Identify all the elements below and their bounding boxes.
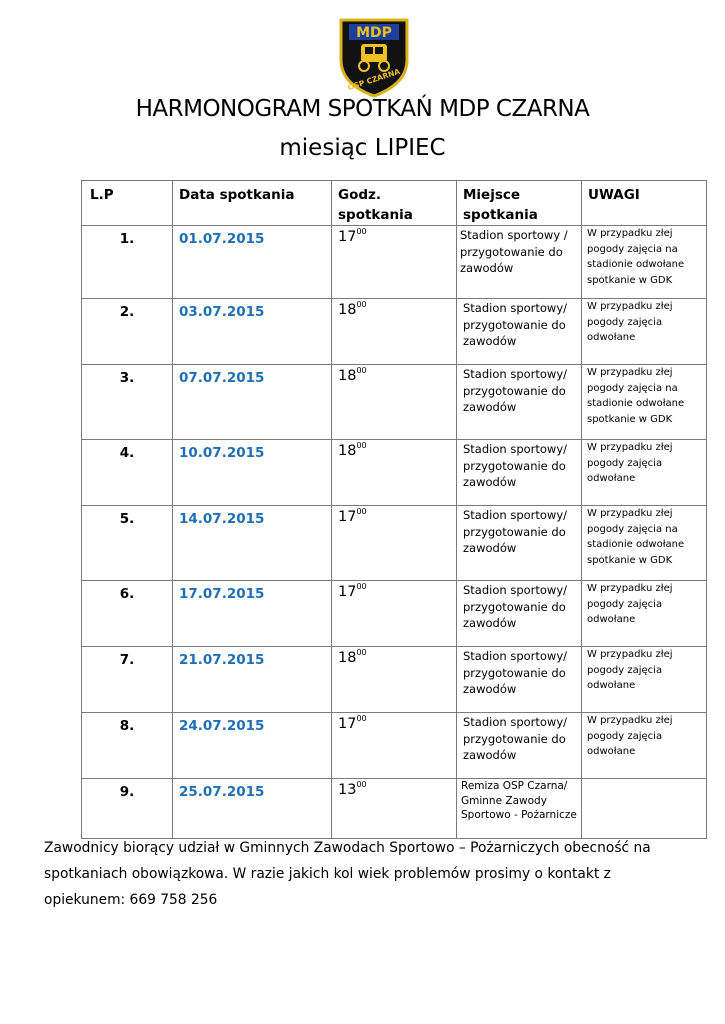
table-row [82,713,707,779]
row-date: 25.07.2015 [173,779,332,839]
row-lp: 5. [82,506,173,581]
table-header-row [82,181,707,226]
row-note: W przypadku złej pogody zajęcia na stadionie odwołane spotkanie w GDK [582,365,707,440]
row-date: 07.07.2015 [173,365,332,440]
row-note: W przypadku złej pogody zajęcia odwołane [582,581,707,647]
row-place: Stadion sportowy/ przygotowanie do zawodów [457,581,582,647]
logo-top-text: MDP [356,25,392,41]
row-date: 14.07.2015 [173,506,332,581]
row-place: Stadion sportowy/ przygotowanie do zawodów [457,365,582,440]
schedule-table [81,180,707,839]
row-lp: 6. [82,581,173,647]
row-note: W przypadku złej pogody zajęcia odwołane [582,440,707,506]
row-note [582,779,707,839]
row-place: Stadion sportowy/ przygotowanie do zawodów [457,506,582,581]
row-lp: 1. [82,226,173,299]
row-date: 24.07.2015 [173,713,332,779]
row-lp: 9. [82,779,173,839]
page-title: HARMONOGRAM SPOTKAŃ MDP CZARNA [135,96,590,122]
logo-bottom-text: OSP CZARNA [346,66,402,93]
header-date: Data spotkania [173,181,332,226]
table-row [82,365,707,440]
row-lp: 7. [82,647,173,713]
header-notes: UWAGI [582,181,707,226]
row-time: $18^{00}$ [332,647,457,713]
table-row [82,226,707,299]
table-row [82,506,707,581]
row-time: $17^{00}$ [332,226,457,299]
row-lp: 4. [82,440,173,506]
row-lp: 3. [82,365,173,440]
row-place: Remiza OSP Czarna/ Gminne Zawody Sportowo - Pożarnicze [457,779,582,839]
footer-note: Zawodnicy biorący udział w Gminnych Zawodach Sportowo – Pożarniczych obecność na spotkaniach obowiązkowa. W razie jakich kol wiek problemów prosimy o kontakt z opiekunem: 669 758 256 [44,840,651,908]
row-date: 01.07.2015 [173,226,332,299]
row-place: Stadion sportowy / przygotowanie do zawodów [457,226,582,299]
row-date: 10.07.2015 [173,440,332,506]
row-time: $13^{00}$ [332,779,457,839]
header-lp: L.P [82,181,173,226]
row-place: Stadion sportowy/ przygotowanie do zawodów [457,713,582,779]
header-time: Godz. spotkania [332,181,457,226]
row-note: W przypadku złej pogody zajęcia na stadionie odwołane spotkanie w GDK [582,226,707,299]
table-row [82,581,707,647]
table-row [82,440,707,506]
mdp-osp-czarna-logo [337,16,411,98]
row-place: Stadion sportowy/ przygotowanie do zawodów [457,647,582,713]
row-note: W przypadku złej pogody zajęcia odwołane [582,299,707,365]
row-time: $17^{00}$ [332,581,457,647]
row-note: W przypadku złej pogody zajęcia na stadionie odwołane spotkanie w GDK [582,506,707,581]
table-row [82,299,707,365]
row-place: Stadion sportowy/ przygotowanie do zawodów [457,440,582,506]
row-time: $18^{00}$ [332,299,457,365]
row-lp: 8. [82,713,173,779]
row-time: $18^{00}$ [332,365,457,440]
row-date: 03.07.2015 [173,299,332,365]
row-time: $17^{00}$ [332,506,457,581]
page-subtitle: miesiąc LIPIEC [279,135,446,161]
table-row [82,647,707,713]
row-note: W przypadku złej pogody zajęcia odwołane [582,647,707,713]
row-note: W przypadku złej pogody zajęcia odwołane [582,713,707,779]
table-row [82,779,707,839]
row-time: $17^{00}$ [332,713,457,779]
row-date: 17.07.2015 [173,581,332,647]
row-time: $18^{00}$ [332,440,457,506]
row-place: Stadion sportowy/ przygotowanie do zawodów [457,299,582,365]
header-place: Miejsce spotkania [457,181,582,226]
row-date: 21.07.2015 [173,647,332,713]
row-lp: 2. [82,299,173,365]
